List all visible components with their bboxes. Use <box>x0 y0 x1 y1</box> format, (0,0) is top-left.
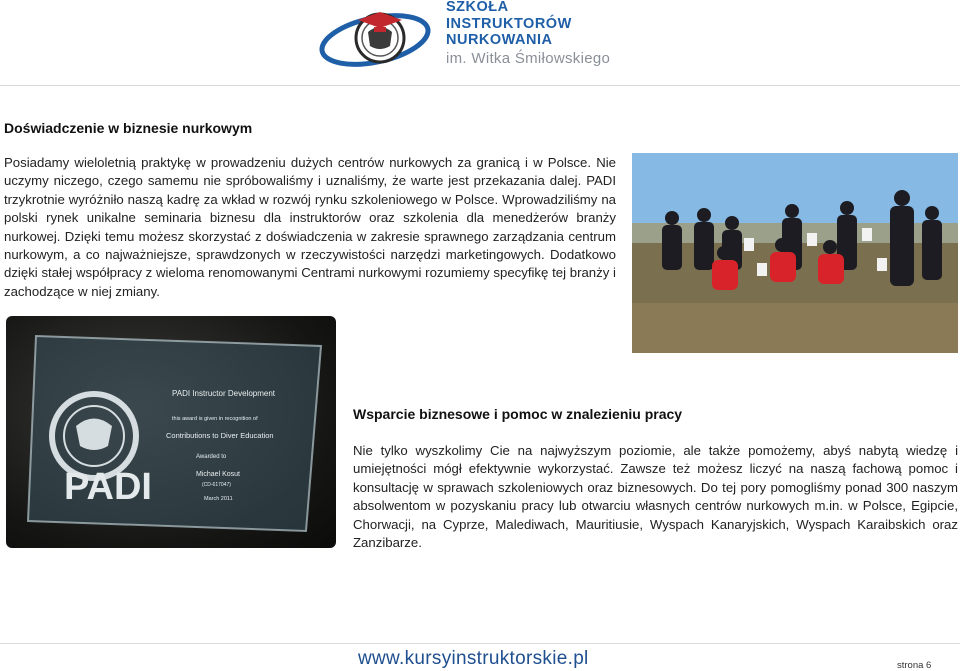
group-photo <box>632 153 958 353</box>
page-number: strona 6 <box>897 660 932 671</box>
footer-divider <box>0 643 960 644</box>
logo-line-2: INSTRUKTORÓW <box>446 15 572 32</box>
section-paragraph-experience: Posiadamy wieloletnią praktykę w prowadzeniu dużych centrów nurkowych za granicą i w Polsce. Nie uczymy niczego, czego samemu nie spróbowaliśmy i uznaliśmy, że warte jest przekazania dalej. PADI trzykrotnie wyróżniło naszą kadrę za wkład w rozwój rynku szkoleniowego w Polsce. Wprowadziliśmy na polski rynek unikalne seminaria biznesu dla instruktorów oraz szkolenia dla menedżerów branży nurkowej. Dzięki temu możesz skorzystać z doświadczenia w zakresie sprawnego zarządzania centrum nurkowym, a co najważniejsze, sprawdzonych w rzeczywistości narzędzi marketingowych. Dodatkowo dzięki stałej współpracy z wieloma renomowanymi Centrami nurkowymi rozumiemy specyfikę tej branży i zachodzące w niej zmiany. <box>4 155 616 299</box>
award-line-5: Michael Kosut <box>196 471 240 478</box>
section-paragraph-support: Nie tylko wyszkolimy Cie na najwyższym poziomie, ale także pomożemy, abyś nabytą wiedzę i umiejętności mógł efektywnie wykorzystać. Zawsze też możesz liczyć na naszą fachową pomoc i konsultację w sprawach szkoleniowych oraz biznesowych. Do tej pory pomogliśmy ponad 300 naszym absolwentom w pozyskaniu pracy lub otwarciu własnych centrów nurkowych m.in. w Polsce, Egipcie, Chorwacji, na Cyprze, Malediwach, Mauritiusie, Wyspach Kanaryjskich, Wyspach Karaibskich oraz Zanzibarze. <box>353 443 958 551</box>
award-line-7: March 2011 <box>204 496 233 502</box>
footer-website-link[interactable]: www.kursyinstruktorskie.pl <box>358 648 589 669</box>
award-line-1: PADI Instructor Development <box>172 389 276 398</box>
award-line-6: (CD-617047) <box>202 482 231 488</box>
logo-line-3: NURKOWANIA <box>446 32 553 48</box>
section-title-experience: Doświadczenie w biznesie nurkowym <box>4 120 253 136</box>
logo-text <box>446 0 610 66</box>
school-logo-icon <box>318 2 432 72</box>
header-divider <box>0 85 960 86</box>
award-crystal <box>6 316 336 548</box>
award-brand: PADI <box>64 466 152 508</box>
section-title-support: Wsparcie biznesowe i pomoc w znalezieniu pracy <box>353 406 683 422</box>
award-photo <box>6 316 336 548</box>
logo-subtitle: im. Witka Śmiłowskiego <box>446 49 611 67</box>
page-header <box>0 0 960 85</box>
award-line-2: this award is given in recognition of <box>172 416 258 422</box>
logo-line-1: SZKOŁA <box>446 0 509 15</box>
award-line-4: Awarded to <box>196 454 227 460</box>
award-line-3: Contributions to Diver Education <box>166 431 274 440</box>
group-photo-image <box>632 153 958 353</box>
